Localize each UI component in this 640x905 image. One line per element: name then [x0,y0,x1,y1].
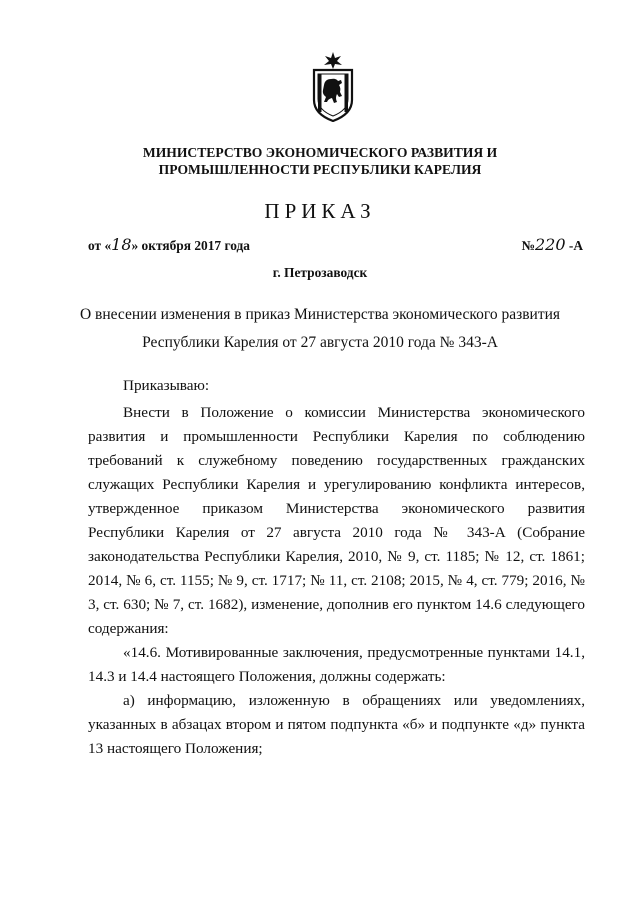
subject-line-2: Республики Карелия от 27 августа 2010 года № 343-А [142,334,498,351]
order-title: ПРИКАЗ [264,199,376,223]
date-prefix: от « [88,238,112,253]
date-day-handwritten: 18 [111,235,132,254]
date-suffix: » октября 2017 года [131,238,250,253]
karelia-coat-of-arms-icon [311,52,355,122]
number-value-handwritten: 220 [534,235,566,254]
order-number [522,235,584,254]
body-paragraph-3: а) информацию, изложенную в обращениях или уведомлениях, указанных в абзацах втором и пятом подпункта «б» и подпункте «д» пункта 13 настоящего Положения; [88,692,585,757]
number-suffix: -А [565,238,583,253]
body-paragraph-2: «14.6. Мотивированные заключения, предусмотренные пунктами 14.1, 14.3 и 14.4 настоящего Положения, должны содержать: [88,644,585,685]
subject-line-1: О внесении изменения в приказ Министерства экономического развития [79,306,561,323]
order-date [88,235,250,254]
preamble: Приказываю: [123,377,210,394]
number-prefix: № [521,238,535,253]
body-paragraph-1: Внести в Положение о комиссии Министерства экономического развития и промышленности Республики Карелия по соблюдению требований к служебному поведению государственных гражданских служащих Республики Карелия и урегулированию конфликта интересов, утвержденное приказом Министерства экономического развития Республики Карелия от 27 августа 2010 года № 343-А (Собрание законодательства Республики Карелия, 2010, № 9, ст. 1185; № 12, ст. 1861; 2014, № 6, ст. 1155; № 9, ст. 1717; № 11, ст. 2108; 2015, № 4, ст. 779; 2016, № 3, ст. 630; № 7, ст. 1682), изменение, дополнив его пунктом 14.6 следующего содержания: [88,404,585,637]
ministry-line-1: МИНИСТЕРСТВО ЭКОНОМИЧЕСКОГО РАЗВИТИЯ И [142,145,498,160]
order-subject [70,301,570,357]
order-body [88,374,585,761]
ministry-line-2: ПРОМЫШЛЕННОСТИ РЕСПУБЛИКИ КАРЕЛИЯ [158,162,482,177]
ministry-name [60,144,580,178]
city: г. Петрозаводск [272,265,368,280]
